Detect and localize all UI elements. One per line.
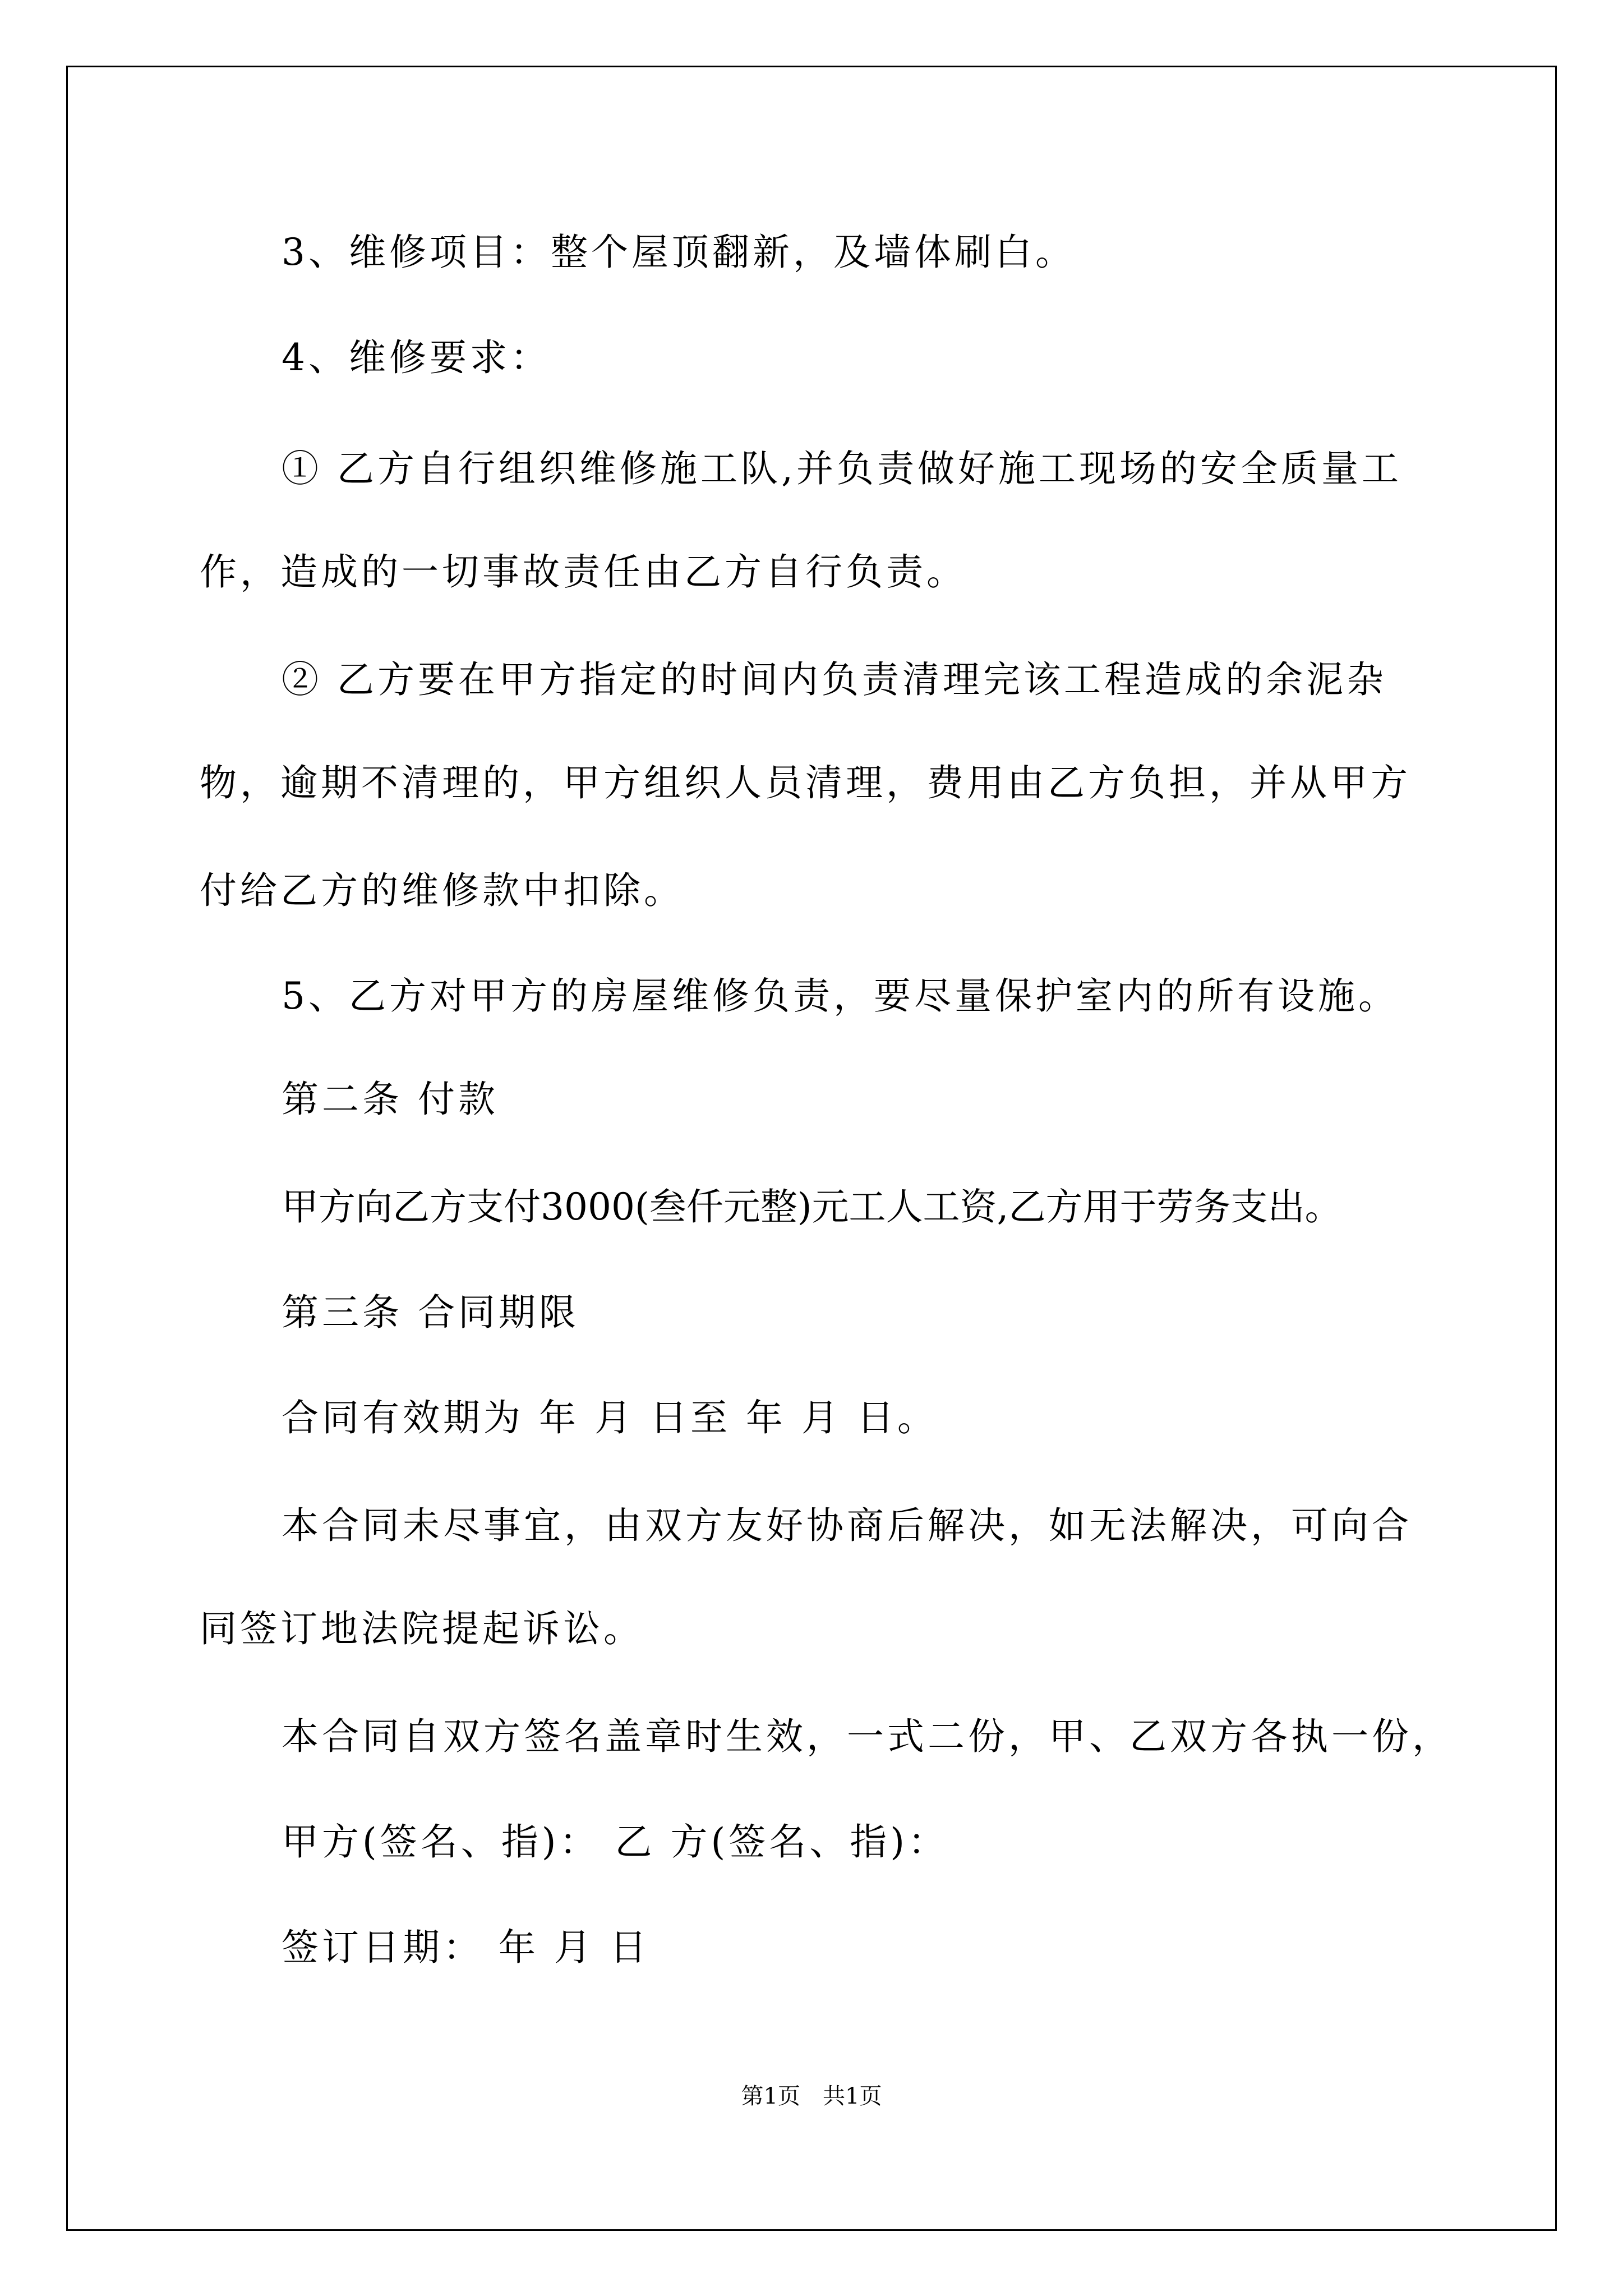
requirement-2-line-1: ② 乙方要在甲方指定的时间内负责清理完该工程造成的余泥杂: [282, 658, 1387, 701]
item-3-repair-project: 3、维修项目：整个屋顶翻新，及墙体刷白。: [282, 231, 1076, 274]
requirement-1-line-2: 作，造成的一切事故责任由乙方自行负责。: [200, 550, 967, 593]
effectiveness-clause: 本合同自双方签名盖章时生效，一式二份，甲、乙双方各执一份，: [282, 1715, 1453, 1758]
item-4-repair-requirements: 4、维修要求：: [282, 336, 551, 379]
payment-clause: 甲方向乙方支付3000(叁仟元整)元工人工资,乙方用于劳务支出。: [282, 1185, 1342, 1228]
signing-date: 签订日期： 年 月 日: [282, 1926, 650, 1969]
item-5-protection: 5、乙方对甲方的房屋维修负责，要尽量保护室内的所有设施。: [282, 974, 1399, 1018]
requirement-2-line-3: 付给乙方的维修款中扣除。: [200, 869, 684, 912]
article-2-heading: 第二条 付款: [282, 1078, 499, 1121]
contract-term: 合同有效期为 年 月 日至 年 月 日。: [282, 1396, 938, 1439]
article-3-heading: 第三条 合同期限: [282, 1291, 579, 1334]
page-frame: [66, 66, 1557, 2231]
requirement-1-line-1: ① 乙方自行组织维修施工队,并负责做好施工现场的安全质量工: [282, 447, 1402, 490]
dispute-clause-line-1: 本合同未尽事宜，由双方友好协商后解决，如无法解决，可向合: [282, 1504, 1412, 1547]
signature-line: 甲方(签名、指)： 乙 方(签名、指)：: [282, 1820, 948, 1864]
page-footer: 第1页 共1页: [741, 2083, 882, 2109]
requirement-2-line-2: 物，逾期不清理的，甲方组织人员清理，费用由乙方负担，并从甲方: [200, 761, 1411, 804]
dispute-clause-line-2: 同签订地法院提起诉讼。: [200, 1607, 644, 1650]
